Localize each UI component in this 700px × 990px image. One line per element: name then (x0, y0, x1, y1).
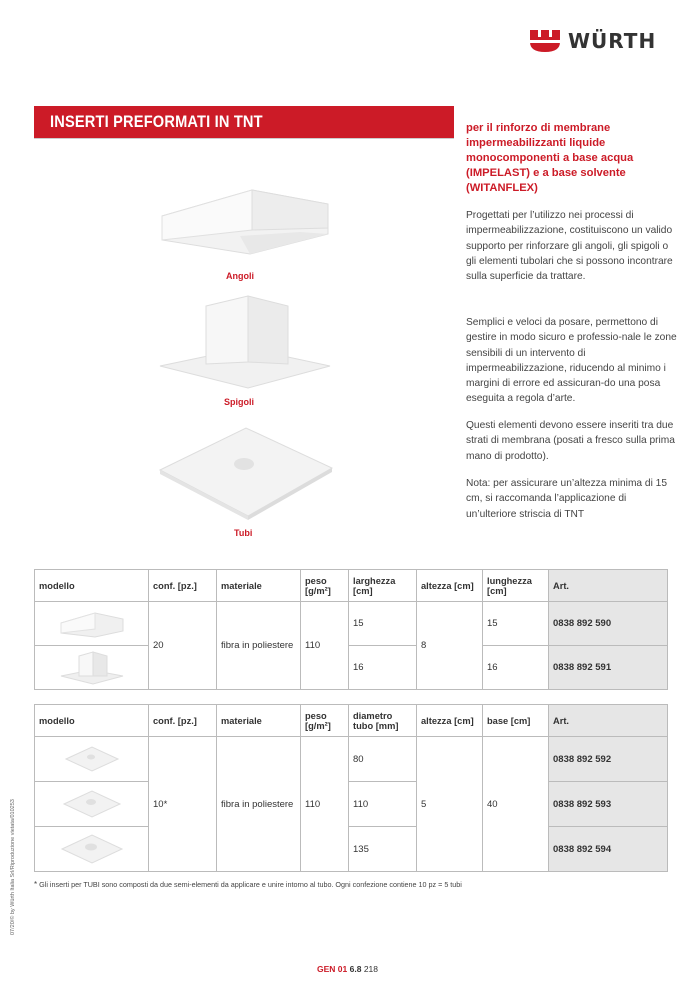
description-paragraph-2: Semplici e veloci da posare, permettono di gestire in modo sicuro e professio-nale le zone sensibili di un intervento di impermeabilizzazione, riducendo al minimo i margini di errore ed assicuran-do una posa eseguita a regola d’arte. (466, 317, 677, 405)
product-label-angoli: Angoli (226, 271, 254, 281)
title-bar (34, 106, 454, 138)
wurth-logo (528, 28, 656, 54)
col-materiale: materiale (217, 705, 301, 737)
table-row (35, 782, 668, 827)
product-label-tubi: Tubi (234, 528, 253, 538)
table-header-row (35, 570, 668, 602)
description-paragraph-3: Questi elementi devono essere inseriti tra due strati di membrana (posati a fresco sulla prima mano di prodotto). (466, 420, 675, 462)
page-title: INSERTI PREFORMATI IN TNT (50, 112, 263, 131)
thumbnail-tubi-135 (35, 827, 149, 872)
inside-corner-insert-icon (150, 168, 340, 268)
table-row (35, 602, 668, 646)
pipe-collar-insert-icon (150, 418, 340, 523)
cell-materiale: fibra in poliestere (217, 602, 301, 690)
thumbnail-spigoli (35, 646, 149, 690)
cell-conf: 10* (149, 737, 217, 872)
table-row (35, 737, 668, 782)
product-label-spigoli: Spigoli (224, 397, 254, 407)
wurth-logo-icon (528, 28, 562, 54)
outside-corner-insert-icon (57, 650, 127, 686)
col-base: base [cm] (483, 705, 549, 737)
cell-art: 0838 892 590 (549, 602, 668, 646)
cell-diametro: 110 (349, 782, 417, 827)
cell-diametro: 80 (349, 737, 417, 782)
description-paragraph-1: Progettati per l’utilizzo nei processi di impermeabilizzazione, costituiscono un valido supporto per rinforzare gli angoli, gli spigoli o gli elementi tubolari che si possono incontrare sulla superficie da trattare. (466, 210, 673, 283)
cell-altezza: 5 (417, 737, 483, 872)
copyright-note: 07/20/© by Würth Italia Srl/Riproduzione vietata/010253 (10, 799, 16, 935)
pipe-collar-insert-icon (60, 787, 124, 821)
cell-art: 0838 892 592 (549, 737, 668, 782)
page-subtitle: per il rinforzo di membrane impermeabilizzanti liquide monocomponenti a base acqua (IMPELAST) e a base solvente (WITANFLEX) (466, 122, 634, 194)
col-larghezza: larghezza [cm] (349, 570, 417, 602)
title-divider (34, 138, 454, 139)
page-number: 218 (363, 964, 379, 974)
col-peso: peso [g/m²] (301, 570, 349, 602)
col-altezza: altezza [cm] (417, 570, 483, 602)
page-footer (317, 964, 378, 974)
table-corners (34, 569, 668, 690)
thumbnail-angoli (35, 602, 149, 646)
cell-materiale: fibra in poliestere (217, 737, 301, 872)
col-art: Art. (549, 570, 668, 602)
cell-art: 0838 892 591 (549, 646, 668, 690)
cell-art: 0838 892 593 (549, 782, 668, 827)
table-pipes (34, 704, 668, 872)
cell-diametro: 135 (349, 827, 417, 872)
col-conf: conf. [pz.] (149, 705, 217, 737)
cell-base: 40 (483, 737, 549, 872)
cell-art: 0838 892 594 (549, 827, 668, 872)
col-materiale: materiale (217, 570, 301, 602)
thumbnail-tubi-110 (35, 782, 149, 827)
col-diametro: diametro tubo [mm] (349, 705, 417, 737)
table-row (35, 646, 668, 690)
footnote-marker: * (34, 880, 38, 889)
inside-corner-insert-icon (57, 607, 127, 641)
cell-larghezza: 15 (349, 602, 417, 646)
brand-name: WÜRTH (568, 29, 657, 53)
cell-peso: 110 (301, 602, 349, 690)
footnote-text: Gli inserti per TUBI sono composti da due semi-elementi da applicare e unire intorno al tubo. Ogni confezione contiene 10 pz = 5 tubi (39, 880, 462, 889)
product-spigoli (150, 288, 340, 393)
thumbnail-tubi-80 (35, 737, 149, 782)
col-lunghezza: lunghezza [cm] (483, 570, 549, 602)
table-header-row (35, 705, 668, 737)
col-modello: modello (35, 570, 149, 602)
product-angoli (150, 168, 340, 268)
cell-lunghezza: 16 (483, 646, 549, 690)
description-note: Nota: per assicurare un’altezza minima di 15 cm, si raccomanda l’applicazione di un’ulteriore striscia di TNT (466, 478, 668, 520)
table-row (35, 827, 668, 872)
col-peso: peso [g/m²] (301, 705, 349, 737)
cell-peso: 110 (301, 737, 349, 872)
cell-larghezza: 16 (349, 646, 417, 690)
col-conf: conf. [pz.] (149, 570, 217, 602)
col-modello: modello (35, 705, 149, 737)
cell-lunghezza: 15 (483, 602, 549, 646)
outside-corner-insert-icon (150, 288, 340, 393)
cell-conf: 20 (149, 602, 217, 690)
footnote (34, 880, 462, 889)
pipe-collar-insert-icon (62, 743, 122, 775)
cell-altezza: 8 (417, 602, 483, 690)
col-art: Art. (549, 705, 668, 737)
product-tubi (150, 418, 340, 523)
footer-section: GEN 01 (317, 964, 348, 974)
footer-chapter: 6.8 (349, 964, 362, 974)
col-altezza: altezza [cm] (417, 705, 483, 737)
pipe-collar-insert-icon (58, 831, 126, 867)
